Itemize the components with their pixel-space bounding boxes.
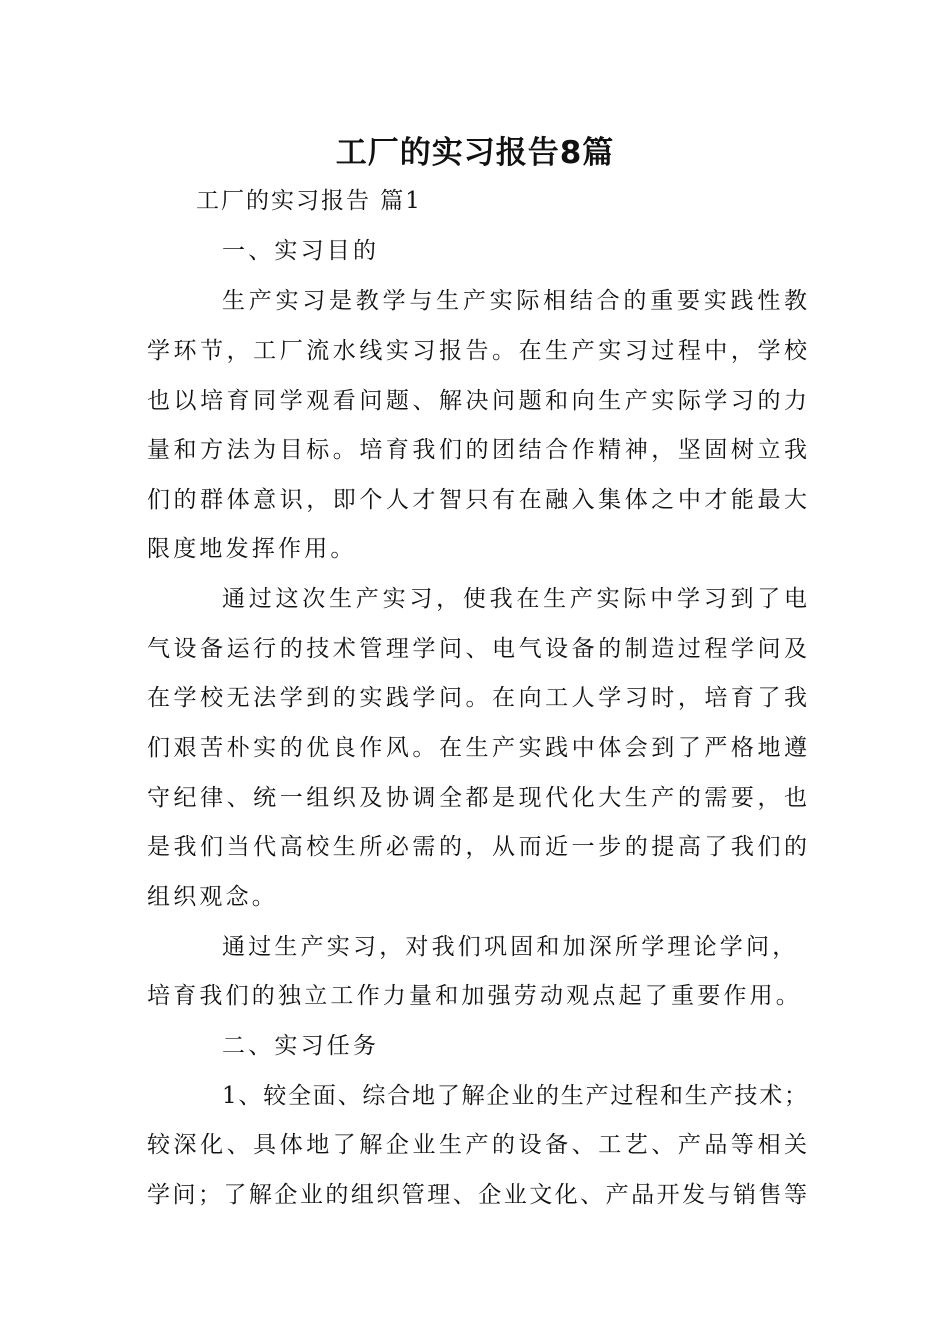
paragraph-line: 限度地发挥作用。 bbox=[147, 536, 357, 562]
paragraph-line: 气设备运行的技术管理学问、电气设备的制造过程学问及 bbox=[147, 636, 807, 662]
section-heading-tasks: 二、实习任务 bbox=[222, 1033, 380, 1059]
paragraph-line: 组织观念。 bbox=[147, 884, 278, 910]
paragraph-line: 1、较全面、综合地了解企业的生产过程和生产技术； bbox=[222, 1083, 807, 1109]
paragraph-line: 量和方法为目标。培育我们的团结合作精神，坚固树立我 bbox=[147, 437, 807, 463]
paragraph-line: 守纪律、统一组织及协调全都是现代化大生产的需要，也 bbox=[147, 785, 807, 811]
section-heading-purpose: 一、实习目的 bbox=[222, 238, 380, 264]
paragraph-line: 们艰苦朴实的优良作风。在生产实践中体会到了严格地遵 bbox=[147, 735, 807, 761]
paragraph-line: 学环节，工厂流水线实习报告。在生产实习过程中，学校 bbox=[147, 338, 807, 364]
paragraph-line: 学问；了解企业的组织管理、企业文化、产品开发与销售等 bbox=[147, 1182, 807, 1208]
paragraph-line: 通过生产实习，对我们巩固和加深所学理论学问， bbox=[222, 934, 799, 960]
paragraph-line: 在学校无法学到的实践学问。在向工人学习时，培育了我 bbox=[147, 685, 807, 711]
paragraph-line: 是我们当代高校生所必需的，从而近一步的提高了我们的 bbox=[147, 834, 807, 860]
paragraph-line: 培育我们的独立工作力量和加强劳动观点起了重要作用。 bbox=[147, 983, 802, 1009]
report-subtitle: 工厂的实习报告 篇1 bbox=[196, 188, 422, 214]
paragraph-line: 也以培育同学观看问题、解决问题和向生产实际学习的力 bbox=[147, 388, 807, 414]
paragraph-line: 们的群体意识，即个人才智只有在融入集体之中才能最大 bbox=[147, 487, 807, 513]
document-title: 工厂的实习报告8篇 bbox=[335, 135, 615, 171]
paragraph-line: 较深化、具体地了解企业生产的设备、工艺、产品等相关 bbox=[147, 1132, 807, 1158]
paragraph-line: 生产实习是教学与生产实际相结合的重要实践性教 bbox=[222, 288, 807, 314]
paragraph-line: 通过这次生产实习，使我在生产实际中学习到了电 bbox=[222, 586, 807, 612]
